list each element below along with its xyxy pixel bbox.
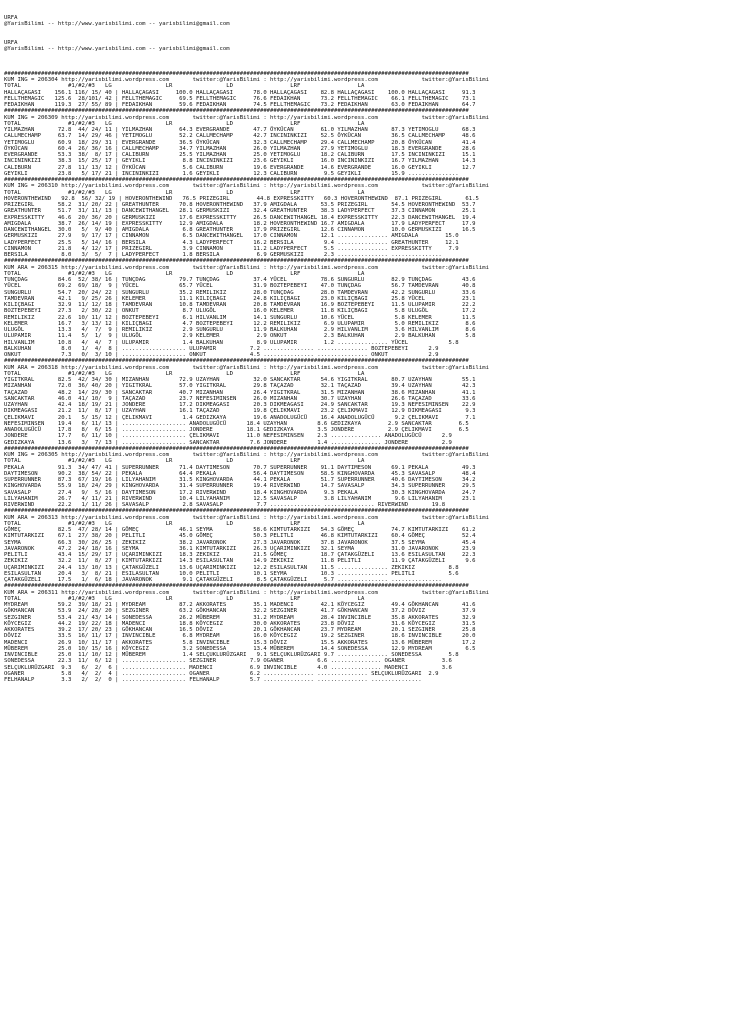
report-header: [4, 15, 731, 59]
result-row: ULUPAMIR 11.4 5/ 1/ 9 | ULUGÖL 2.9 KELEMER 2.9 ONKUT 2.3 BALKUHAN 2.9 BALKUHAN 5.8: [4, 333, 476, 340]
result-row: TUNÇDAG 84.6 52/ 38/ 16 | TUNÇDAG 79.7 TUNÇDAG 37.4 YÜCEL 78.6 SUNGURLU 82.9 TUNÇDAG 43.6: [4, 277, 476, 283]
race-block: [4, 108, 731, 177]
result-row: DAYTIMESON 90.2 38/ 54/ 22 | PEKALA 64.4 PEKALA 56.4 DAYTIMESON 58.5 KINGHOVARDA 45.3 SAVASALP 48.4: [4, 470, 476, 477]
result-row: FELLTHEMAGIC 125.6 28/101/ 42 | FELLTHEMAGIC 69.5 FELLTHEMAGIC 76.6 FEDAIKHAN 73.2 FELLTHEMAGIC 66.1 FELLTHEMAGIC 73.1: [4, 95, 476, 102]
result-row: GÖMEÇ 82.5 47/ 28/ 14 | GÖMEÇ 46.1 SEYMA 58.6 KIMTUTARKIZI 54.3 GÖMEÇ 74.7 KIMTUTARKIZI 61.2: [4, 527, 476, 533]
race-title: KUM ARA = 206311 http://yarisbilimi.wordpress.com twitter:@YarisBilimi : http://yarisbilimi.wordpress.com twitter:@YarisBilimi: [4, 589, 489, 596]
result-row: PEKALA 91.3 34/ 47/ 41 | SUPERRUNNER 71.4 DAYTIMESON 70.7 SUPERRUNNER 91.1 DAYTIMESON 69.1 PEKALA 49.3: [4, 464, 476, 471]
separator-line: ##########################################################################################################################################: [4, 258, 469, 265]
result-row: ESILASULTAN 20.4 3/ 8/ 21 | ESILASULTAN 10.0 PELITLI 10.1 SEYMA 10.3 ............... PELITLI 5.6: [4, 570, 459, 577]
header-line: URFA: [4, 39, 18, 46]
separator-line: ##########################################################################################################################################: [4, 583, 469, 590]
result-row: DIKMEAGASI 21.2 11/ 8/ 17 | UZAYHAN 16.1 TAÇAZAD 19.8 ÇELIKMAVI 23.2 ÇELIKMAVI 12.9 DIKMEAGASI 9.3: [4, 408, 476, 415]
result-row: HILVANLIM 10.8 4/ 4/ 7 | ULUPAMIR 1.4 BALKUHAN 8.9 ULUPAMIR 1.2 ............... YÜCEL 5.8: [4, 339, 459, 346]
result-row: RIVERWIND 22.2 1/ 11/ 26 | SAVASALP 2.8 SAVASALP 7.7 ............... ............... RIVERWIND 19.8: [4, 502, 446, 508]
result-row: ONKUT 7.3 0/ 3/ 10 | ................... ONKUT 4.5 ............... ............... ONKUT 2.9: [4, 352, 439, 358]
result-row: ÇATAKGÜZELI 17.5 1/ 6/ 18 | JAVARONOK 9.1 ÇATAKGÜZELI 8.5 ÇATAKGÜZELI 5.7 ............... ...............: [4, 577, 442, 583]
result-row: BOZTEPEBEYI 27.3 2/ 30/ 22 | ONKUT 8.7 ULUGÖL 16.0 KELEMER 11.8 KILIÇBAGI 5.8 ULUGÖL 17.2: [4, 308, 476, 315]
race-block: [4, 71, 731, 109]
result-row: ANADOLUGÜCÜ 17.8 8/ 6/ 15 | ................... JONDERE 18.1 GEDIZKAYA 3.5 JONDERE 2.9 ÇELIKMAVI 6.5: [4, 427, 469, 433]
result-row: GREATHUNTER 51.7 31/ 11/ 13 | DANCEWITHANGEL 28.1 GERMUSKIZI 32.4 GREATHUNTER 38.3 LADYPERFECT 37.3 CINNAMON 25.1: [4, 208, 476, 215]
race-title: KUM ING = 206309 http://yarisbilimi.wordpress.com twitter:@YarisBilimi : http://yarisbilimi.wordpress.com twitter:@YarisBilimi: [4, 114, 489, 121]
result-row: LILYAHANIM 26.7 4/ 11/ 21 | RIVERWIND 10.4 LILYAHANIM 12.5 SAVASALP 3.8 LILYAHANIM 9.6 LILYAHANIM 23.1: [4, 495, 476, 502]
result-row: SUPERRUNNER 87.3 67/ 19/ 16 | LILYAHANIM 31.5 KINGHOVARDA 44.1 PEKALA 51.7 SUPERRUNNER 40.6 DAYTIMESON 34.2: [4, 477, 476, 483]
column-header: TOTAL #1/#2/#3 LG LR LD LRF LA: [4, 458, 365, 465]
result-row: CINNAMON 21.8 4/ 12/ 17 | PRIZEGIRL 3.9 CINNAMON 11.2 LADYPERFECT 5.5 ............... EXPRESSKITTY 7.9: [4, 245, 459, 252]
race-block: [4, 583, 731, 683]
result-row: ULUGÖL 13.3 4/ 7/ 9 | REMILIKIZ 2.9 SUNGURLU 11.9 BALKUHAN 2.9 HILVANLIM 3.6 HILVANLIM 8.6: [4, 327, 476, 333]
header-line: @YarisBilimi -- http://www.yarisbilimi.com -- yarisbilimi@gmail.com: [4, 45, 230, 52]
result-row: MÜBEREM 25.0 10/ 15/ 16 | KÖYCEGIZ 3.2 SONEDESSA 13.4 MÜBEREM 14.4 SONEDESSA 12.9 MYDREAM 6.5: [4, 645, 476, 652]
separator-line: ##########################################################################################################################################: [4, 508, 469, 515]
result-row: ÖYKÜCAN 60.4 26/ 36/ 16 | CALLMECHAMP 34.7 YILMAZHAN 26.0 YILMAZHAN 27.9 YETIMOGLU 18.3 EVERGRANDE 28.6: [4, 145, 476, 152]
result-row: TAMDEVRAN 42.1 9/ 25/ 26 | KELEMER 11.1 KILIÇBAGI 24.8 KILIÇBAGI 23.0 KILIÇBAGI 25.8 YÜCEL 23.1: [4, 295, 476, 302]
blank-line: [4, 52, 731, 58]
result-row: LADYPERFECT 25.5 5/ 14/ 16 | BERSILA 4.3 LADYPERFECT 16.2 BERSILA 9.4 ............... GREATHUNTER 12.1: [4, 239, 459, 246]
result-row: YETIMOGLU 60.9 18/ 29/ 31 | EVERGRANDE 36.5 ÖYKÜCAN 32.3 CALLMECHAMP 29.4 CALLMECHAMP 20.8 ÖYKÜCAN 41.4: [4, 139, 476, 146]
result-row: HOVERONTHEWIND 92.8 56/ 32/ 19 | HOVERONTHEWIND 76.5 PRIZEGIRL 44.8 EXPRESSKITTY 60.3 HOVERONTHEWIND 87.1 PRIZEGIRL 61.5: [4, 195, 479, 202]
column-header: TOTAL #1/#2/#3 LG LR LD LRF LA: [4, 120, 365, 127]
result-row: OGANER 5.8 4/ 2/ 4 | ................... OGANER 6.2 ............... ............... SELÇUKLURÜZGARI 2.9: [4, 670, 439, 677]
separator-line: ##########################################################################################################################################: [4, 108, 469, 115]
result-row: EXPRESSKITTY 46.6 20/ 36/ 20 | GERMUSKIZI 17.6 EXPRESSKITTY 26.5 DANCEWITHANGEL 18.4 EXPRESSKITTY 22.3 DANCEWITHANGEL 19.4: [4, 214, 476, 221]
result-row: ÇELIKMAVI 20.1 5/ 15/ 12 | ÇELIKMAVI 1.4 GEDIZKAYA 19.6 ANADOLUGÜCÜ 16.4 ANADOLUGÜCÜ 9.2 ÇELIKMAVI 7.1: [4, 414, 476, 421]
column-header: TOTAL #1/#2/#3 LG LR LD LRF LA: [4, 520, 365, 527]
column-header: TOTAL #1/#2/#3 LG LR LD LRF LA: [4, 83, 365, 90]
race-block: [4, 177, 731, 258]
race-title: KUM ING = 206310 http://yarisbilimi.wordpress.com twitter:@YarisBilimi : http://yarisbilimi.wordpress.com twitter:@YarisBilimi: [4, 183, 489, 190]
result-row: KELEMER 16.7 3/ 13/ 12 | KILIÇBAGI 4.7 BOZTEPEBEYI 12.2 REMILIKIZ 6.9 ULUPAMIR 5.0 REMILIKIZ 8.6: [4, 320, 476, 327]
result-row: MADENCI 26.9 10/ 11/ 17 | AKKORATES 5.8 INVINCIBLE 15.3 DÖVIZ 15.5 AKKORATES 13.6 MÜBEREM 17.2: [4, 639, 476, 646]
result-row: SEYMA 66.3 30/ 26/ 25 | ZEKIKIZ 38.2 JAVARONOK 27.3 JAVARONOK 37.8 JAVARONOK 37.5 SEYMA 45.4: [4, 539, 476, 546]
result-row: BALKUHAN 8.0 1/ 4/ 8 | ................... ULUPAMIR 7.2 ............... ............... BOZTEPEBEYI 2.9: [4, 345, 439, 352]
header-line: @YarisBilimi -- http://www.yarisbilimi.com -- yarisbilimi@gmail.com: [4, 20, 230, 27]
race-blocks: [4, 71, 731, 684]
result-row: SUNGURLU 54.7 20/ 24/ 22 | SUNGURLU 35.2 REMILIKIZ 28.0 TUNÇDAG 28.0 TAMDEVRAN 42.2 SUNGURLU 33.6: [4, 289, 476, 296]
column-header: TOTAL #1/#2/#3 LG LR LD LRF LA: [4, 370, 365, 377]
header-line: URFA: [4, 14, 18, 21]
race-block: [4, 358, 731, 446]
result-row: DANCEWITHANGEL 30.0 5/ 9/ 40 | AMIGDALA 6.8 GREATHUNTER 17.9 PRIZEGIRL 12.6 CINNAMON 10.0 GERMUSKIZI 16.5: [4, 227, 476, 233]
result-row: GEDIZKAYA 13.6 3/ 7/ 13 | ................... SANCAKTAR 7.6 JONDERE 1.4 ............... JONDERE 2.9: [4, 439, 452, 446]
result-row: PELITLI 43.4 15/ 29/ 17 | UÇARIMINKIZI 18.3 ZEKIKIZ 21.5 GÖMEÇ 18.7 ÇATAKGÜZELI 13.6 ESILASULTAN 22.3: [4, 552, 476, 558]
result-row: SELÇUKLURÜZGARI 9.3 6/ 2/ 6 | ................... MADENCI 6.9 INVINCIBLE 4.0 ............... MADENCI 3.6: [4, 664, 452, 671]
result-row: PRIZEGIRL 58.2 31/ 20/ 22 | GREATHUNTER 70.8 HOVERONTHEWIND 37.9 AMIGDALA 53.5 PRIZEGIRL 54.5 HOVERONTHEWIND 53.7: [4, 202, 476, 208]
result-row: CALIBURN 27.8 11/ 13/ 12 | ÖYKÜCAN 5.6 CALIBURN 19.6 EVERGRANDE 14.6 EVERGRANDE 16.0 GEYIKLI 12.7: [4, 164, 476, 171]
race-block: [4, 258, 731, 358]
race-title: KUM ARA = 206315 http://yarisbilimi.wordpress.com twitter:@YarisBilimi : http://yarisbilimi.wordpress.com twitter:@YarisBilimi: [4, 264, 489, 271]
result-row: SAVASALP 27.4 9/ 5/ 16 | DAYTIMESON 17.2 RIVERWIND 18.4 KINGHOVARDA 9.3 PEKALA 30.3 KINGHOVARDA 24.7: [4, 489, 476, 496]
race-block: [4, 446, 731, 509]
result-row: INCININKIZI 38.3 15/ 25/ 17 | GEYIKLI 8.8 INCININKIZI 23.6 GEYIKLI 16.0 INCININKIZI 16.7 YILMAZHAN 14.3: [4, 158, 476, 165]
result-row: HALLAÇAGASI 156.1 116/ 15/ 40 | HALLAÇAGASI 100.0 HALLAÇAGASI 78.0 HALLAÇAGASI 82.8 HALLAÇAGASI 100.0 HALLAÇAGASI 91.3: [4, 89, 476, 96]
race-title: KUM ING = 206304 http://yarisbilimi.wordpress.com twitter:@YarisBilimi : http://yarisbilimi.wordpress.com twitter:@YarisBilimi: [4, 77, 489, 83]
result-row: NEFESIMINSEN 19.4 6/ 11/ 13 | ................... ANADOLUGÜCÜ 18.4 UZAYHAN 8.6 GEDIZKAYA 2.9 SANCAKTAR 6.5: [4, 420, 469, 427]
result-row: AKKORATES 39.2 17/ 20/ 23 | GÖKHANCAN 16.5 DÖVIZ 20.1 GÖKHANCAN 23.7 MYDREAM 20.1 SEZGINER 25.8: [4, 627, 476, 633]
result-row: MYDREAM 59.2 39/ 18/ 21 | MYDREAM 87.2 AKKORATES 35.1 MADENCI 42.1 KÖYCEGIZ 49.4 GÖKHANCAN 41.6: [4, 602, 476, 608]
race-title: KUM ARA = 206318 http://yarisbilimi.wordpress.com twitter:@YarisBilimi : http://yarisbilimi.wordpress.com twitter:@YarisBilimi: [4, 364, 489, 371]
separator-line: ##########################################################################################################################################: [4, 358, 469, 365]
race-title: KUM ING = 206305 http://yarisbilimi.wordpress.com twitter:@YarisBilimi : http://yarisbilimi.wordpress.com twitter:@YarisBilimi: [4, 452, 489, 458]
result-row: SEZGINER 53.4 21/ 43/ 14 | SONEDESSA 26.2 MÜBEREM 31.2 MYDREAM 28.4 INVINCIBLE 35.8 AKKORATES 32.9: [4, 614, 476, 621]
race-block: [4, 508, 731, 583]
result-row: KIMTUTARKIZI 67.1 27/ 38/ 20 | PELITLI 45.0 GÖMEÇ 50.3 PELITLI 46.8 KIMTUTARKIZI 60.4 GÖMEÇ 52.4: [4, 533, 476, 540]
result-row: EVERGRANDE 53.3 38/ 8/ 17 | CALIBURN 25.5 YILMAZHAN 25.0 YETIMOGLU 18.2 CALIBURN 17.5 INCININKIZI 15.1: [4, 152, 476, 158]
column-header: TOTAL #1/#2/#3 LG LR LD LRF LA: [4, 270, 365, 277]
column-header: TOTAL #1/#2/#3 LG LR LD LRF LA: [4, 189, 365, 196]
result-row: CALLMECHAMP 63.7 14/ 29/ 46 | YETIMOGLU 52.2 CALLMECHAMP 42.7 INCININKIZI 52.5 ÖYKÜCAN 36.5 CALLMECHAMP 48.6: [4, 133, 476, 140]
separator-line: ##########################################################################################################################################: [4, 177, 469, 183]
column-header: TOTAL #1/#2/#3 LG LR LD LRF LA: [4, 595, 365, 602]
result-row: JONDERE 17.7 6/ 11/ 10 | ................... ÇELIKMAVI 11.0 NEFESIMINSEN 2.3 ............... ANADOLUGÜCÜ 2.9: [4, 433, 452, 440]
result-row: TAÇAZAD 48.2 14/ 29/ 30 | SANCAKTAR 40.7 MIZANHAN 26.4 YIGITKRAL 31.5 MIZANHAN 38.6 MIZANHAN 41.1: [4, 389, 476, 396]
result-row: YÜCEL 69.2 69/ 18/ 9 | YÜCEL 65.7 YÜCEL 31.9 BOZTEPEBEYI 47.0 TUNÇDAG 56.7 TAMDEVRAN 40.8: [4, 283, 476, 290]
separator-line: ##########################################################################################################################################: [4, 445, 469, 452]
result-row: UZAYHAN 42.4 18/ 19/ 21 | JONDERE 17.2 DIKMEAGASI 20.3 DIKMEAGASI 24.9 SANCAKTAR 19.3 NEFESIMINSEN 22.9: [4, 402, 476, 408]
result-row: ZEKIKIZ 32.2 11/ 8/ 27 | KIMTUTARKIZI 14.3 ESILASULTAN 14.9 ZEKIKIZ 11.8 PELITLI 11.9 ÇATAKGÜZELI 9.6: [4, 558, 476, 565]
result-row: KINGHOVARDA 55.9 18/ 24/ 29 | KINGHOVARDA 31.4 SUPERRUNNER 19.4 RIVERWIND 14.7 SAVASALP 34.3 SUPERRUNNER 29.5: [4, 483, 476, 490]
result-row: GEYIKLI 23.8 5/ 17/ 21 | INCININKIZI 1.6 GEYIKLI 12.3 CALIBURN 9.5 GEYIKLI 15.9 ...............: [4, 170, 459, 177]
result-row: GÖKHANCAN 53.9 24/ 28/ 20 | SEZGINER 63.2 GÖKHANCAN 32.2 SEZGINER 41.7 GÖKHANCAN 37.2 DÖVIZ 37.9: [4, 608, 476, 615]
result-row: FEDAIKHAN 119.3 27/ 55/ 89 | FEDAIKHAN 59.6 FEDAIKHAN 74.5 FELLTHEMAGIC 73.2 FEDAIKHAN 63.0 FEDAIKHAN 64.7: [4, 102, 476, 108]
result-row: INVINCIBLE 25.0 11/ 10/ 12 | MÜBEREM 1.4 SELÇUKLURÜZGARI 9.1 SELÇUKLURÜZGARI 9.7 ............... SONEDESSA 5.8: [4, 652, 459, 658]
result-row: DÖVIZ 33.5 16/ 11/ 17 | INVINCIBLE 6.8 MYDREAM 16.0 KÖYCEGIZ 19.2 SEZGINER 18.6 INVINCIBLE 20.0: [4, 633, 476, 640]
result-row: BERSILA 8.0 3/ 5/ 7 | LADYPERFECT 1.8 BERSILA 6.9 GERMUSKIZI 2.3 ............... ...............: [4, 252, 442, 258]
result-row: AMIGDALA 38.7 26/ 14/ 19 | EXPRESSKITTY 12.9 AMIGDALA 18.2 HOVERONTHEWIND 16.7 AMIGDALA 17.9 LADYPERFECT 17.9: [4, 220, 476, 227]
result-row: MIZANHAN 72.0 36/ 40/ 20 | YIGITKRAL 57.0 YIGITKRAL 29.8 TAÇAZAD 32.1 TAÇAZAD 39.4 UZAYHAN 42.3: [4, 383, 476, 390]
result-row: KÖYCEGIZ 44.2 19/ 22/ 18 | MADENCI 18.8 KÖYCEGIZ 30.0 AKKORATES 23.8 DÖVIZ 31.6 KÖYCEGIZ 31.5: [4, 620, 476, 627]
result-row: JAVARONOK 47.2 24/ 18/ 16 | SEYMA 36.1 KIMTUTARKIZI 26.3 UÇARIMINKIZI 32.1 SEYMA 31.0 JAVARONOK 23.9: [4, 545, 476, 552]
result-row: REMILIKIZ 22.6 10/ 11/ 12 | BOZTEPEBEYI 6.1 HILVANLIM 14.1 SUNGURLU 10.6 YÜCEL 5.8 KELEMER 11.5: [4, 314, 476, 321]
result-row: GERMUSKIZI 27.9 9/ 17/ 17 | CINNAMON 6.5 DANCEWITHANGEL 17.0 CINNAMON 12.1 ............... AMIGDALA 15.0: [4, 233, 459, 240]
separator-line: ##########################################################################################################################################: [4, 70, 469, 77]
result-row: YIGITKRAL 82.5 42/ 34/ 30 | MIZANHAN 72.9 UZAYHAN 32.0 SANCAKTAR 54.6 YIGITKRAL 80.7 UZAYHAN 55.1: [4, 377, 476, 383]
result-row: UÇARIMINKIZI 24.4 13/ 10/ 13 | ÇATAKGÜZELI 13.6 UÇARIMINKIZI 12.2 ESILASULTAN 11.5 ............... ZEKIKIZ 8.8: [4, 564, 459, 571]
race-title: KUM ARA = 206313 http://yarisbilimi.wordpress.com twitter:@YarisBilimi : http://yarisbilimi.wordpress.com twitter:@YarisBilimi: [4, 514, 489, 521]
result-row: YILMAZHAN 72.8 44/ 24/ 11 | YILMAZHAN 64.3 EVERGRANDE 47.7 ÖYKÜCAN 61.0 YILMAZHAN 87.3 YETIMOGLU 68.3: [4, 127, 476, 133]
result-row: KILIÇBAGI 32.9 11/ 12/ 18 | TAMDEVRAN 10.8 TAMDEVRAN 20.8 TAMDEVRAN 16.9 BOZTEPEBEYI 11.5 ULUPAMIR 22.2: [4, 302, 476, 308]
result-row: FELHANALP 3.3 2/ 2/ 0 | ................... FELHANALP 5.7 ............... ............... ...............: [4, 677, 422, 683]
result-row: SANCAKTAR 46.0 41/ 10/ 9 | TAÇAZAD 23.7 NEFESIMINSEN 26.0 MIZANHAN 30.7 UZAYHAN 26.6 TAÇAZAD 33.6: [4, 395, 476, 402]
result-row: SONEDESSA 22.3 11/ 6/ 12 | ................... SEZGINER 7.9 OGANER 6.6 ............... OGANER 3.6: [4, 658, 452, 665]
